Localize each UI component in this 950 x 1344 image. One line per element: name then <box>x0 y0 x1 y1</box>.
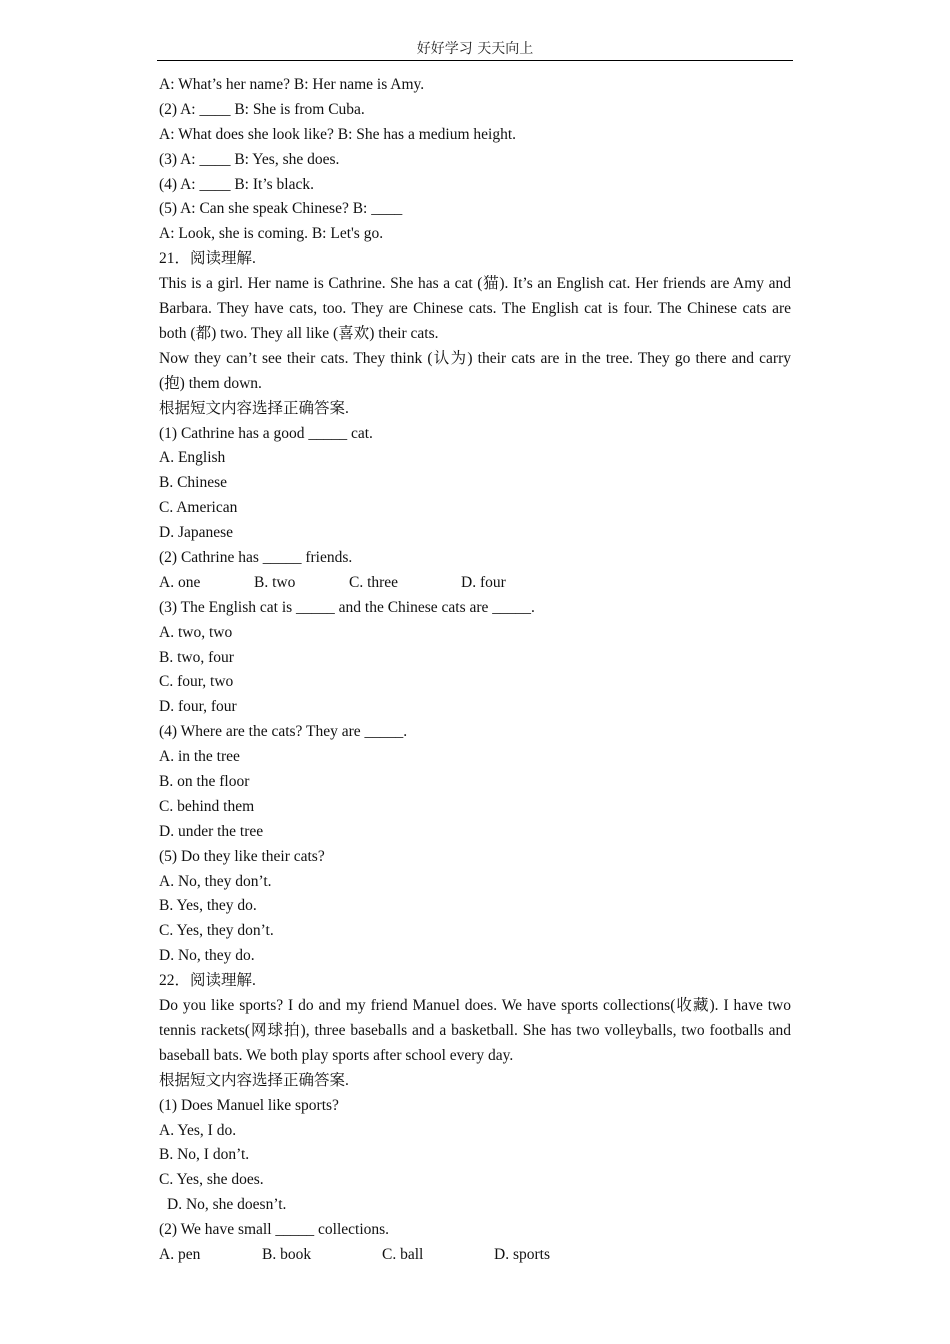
q22-2-stem: (2) We have small _____ collections. <box>159 1221 390 1239</box>
q21-heading: 21．阅读理解. <box>159 250 256 268</box>
q20-line: (5) A: Can she speak Chinese? B: ____ <box>159 200 403 218</box>
q22-instruction: 根据短文内容选择正确答案. <box>159 1071 349 1089</box>
option: B. on the floor <box>159 773 250 791</box>
option: C. Yes, she does. <box>159 1171 264 1189</box>
q20-line: (2) A: ____ B: She is from Cuba. <box>159 100 365 118</box>
option: D. four, four <box>159 698 237 716</box>
option: B. Yes, they do. <box>159 897 257 915</box>
option: D. No, they do. <box>159 947 255 965</box>
option: B. No, I don’t. <box>159 1146 250 1164</box>
option: C. Yes, they don’t. <box>159 922 274 940</box>
q21-2-stem: (2) Cathrine has _____ friends. <box>159 549 353 566</box>
option: D. sports <box>494 1245 550 1263</box>
option: B. Chinese <box>159 474 228 492</box>
q22-heading: 22．阅读理解. <box>159 972 256 990</box>
option: B. two <box>254 573 296 591</box>
header-rule <box>157 60 793 61</box>
page-header: 好好学习 天天向上 <box>416 41 534 57</box>
option: C. American <box>159 499 238 517</box>
option: C. four, two <box>159 673 234 691</box>
option: D. Japanese <box>159 524 234 542</box>
option: A. one <box>159 573 201 591</box>
option: A. in the tree <box>159 748 240 766</box>
q21-3-stem: (3) The English cat is _____ and the Chinese cats are _____. <box>159 598 535 616</box>
q20-line: A: Look, she is coming. B: Let's go. <box>159 225 384 243</box>
q20-line: A: What’s her name? B: Her name is Amy. <box>159 76 425 93</box>
document-body <box>159 73 791 1268</box>
option: B. book <box>262 1245 312 1263</box>
option: D. four <box>461 573 506 591</box>
q21-4-stem: (4) Where are the cats? They are _____. <box>159 723 408 741</box>
option: D. under the tree <box>159 822 264 840</box>
q21-1-stem: (1) Cathrine has a good _____ cat. <box>159 424 373 442</box>
option: A. Yes, I do. <box>159 1121 237 1139</box>
option: A. two, two <box>159 623 233 641</box>
q21-5-stem: (5) Do they like their cats? <box>159 847 325 865</box>
option: C. ball <box>382 1245 424 1263</box>
q22-1-stem: (1) Does Manuel like sports? <box>159 1096 339 1114</box>
option: A. English <box>159 449 226 467</box>
q22-2-options-row <box>159 1243 791 1268</box>
q21-passage-1: This is a girl. Her name is Cathrine. She has a cat (猫). It’s an English cat. Her friends are Amy and Barbara. They have cats, too. They are Chinese cats. The English cat is four. The Chinese cats are both (都) two. They all like (喜欢) their cats. <box>159 275 791 342</box>
q21-2-options-row <box>159 571 791 596</box>
q20-line: A: What does she look like? B: She has a medium height. <box>159 125 517 143</box>
option: A. pen <box>159 1245 201 1263</box>
option: B. two, four <box>159 648 234 666</box>
q21-passage-2: Now they can’t see their cats. They think (认为) their cats are in the tree. They go there and carry (抱) them down. <box>159 349 791 392</box>
q20-line: (3) A: ____ B: Yes, she does. <box>159 150 340 168</box>
q20-line: (4) A: ____ B: It’s black. <box>159 175 314 193</box>
option: C. behind them <box>159 797 255 815</box>
option: A. No, they don’t. <box>159 872 272 890</box>
q21-instruction: 根据短文内容选择正确答案. <box>159 399 349 417</box>
option: D. No, she doesn’t. <box>167 1196 287 1214</box>
q22-passage: Do you like sports? I do and my friend Manuel does. We have sports collections(收藏). I have two tennis rackets(网球拍), three baseballs and a basketball. She has two volleyballs, two footballs and baseball bats. We both play sports after school every day. <box>159 997 791 1064</box>
option: C. three <box>349 573 399 591</box>
